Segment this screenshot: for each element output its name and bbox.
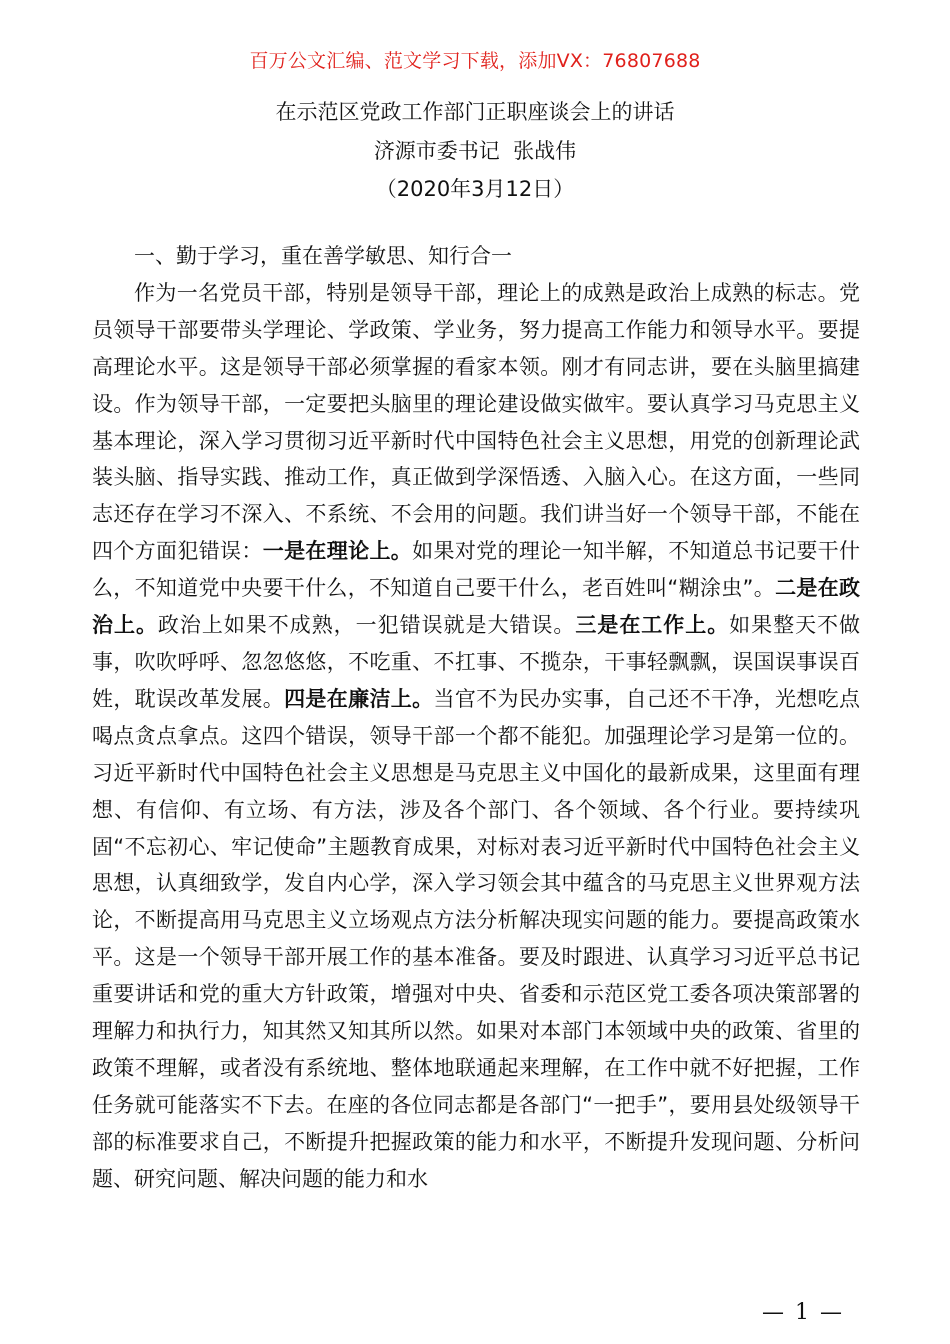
bold-point-4: 四是在廉洁上。 [284, 686, 434, 711]
document-author: 济源市委书记 张战伟 [373, 139, 577, 163]
bold-point-2: 二是在政治上。 [92, 576, 860, 638]
bold-point-1: 一是在理论上。 [262, 539, 413, 564]
paragraph-text: 政治上如果不成熟，一犯错误就是大错误。 [157, 613, 576, 638]
document-title: 在示范区党政工作部门正职座谈会上的讲话 [275, 100, 675, 124]
section-heading: 一、勤于学习，重在善学敏思、知行合一 [134, 244, 512, 268]
paragraph-text: 当官不为民办实事，自己还不干净，光想吃点喝点贪点拿点。这四个错误，领导干部一个都不能犯。加强理论学习是第一位的。习近平新时代中国特色社会主义思想是马克思主义中国化的最新成果，这里面有理想、有信仰、有立场、有方法，涉及各个部门、各个领域、各个行业。要持续巩固“不忘初心、牢记使命”主题教育成果，对标对表习近平新时代中国特色社会主义思想，认真细致学，发自内心学，深入学习领会其中蕴含的马克思主义世界观方法论，不断提高用马克思主义立场观点方法分析解决现实问题的能力。要提高政策水平。这是一个领导干部开展工作的基本准备。要及时跟进、认真学习习近平总书记重要讲话和党的重大方针政策，增强对中央、省委和示范区党工委各项决策部署的理解力和执行力，知其然又知其所以然。如果对本部门本领域中央的政策、省里的政策不理解，或者没有系统地、整体地联通起来理解，在工作中就不好把握，工作任务就可能落实不下去。在座的各位同志都是各部门“一把手”，要用县处级领导干部的标准要求自己，不断提升把握政策的能力和水平，不断提升发现问题、分析问题、研究问题、解决问题的能力和水 [92, 686, 861, 1191]
paragraph-text: 如果对党的理论一知半解，不知道总书记要干什么，不知道党中央要干什么，不知道自己要干什么，老百姓叫“糊涂虫”。 [92, 539, 861, 601]
paragraph-text: 作为一名党员干部，特别是领导干部，理论上的成熟是政治上成熟的标志。党员领导干部要带头学理论、学政策、学业务，努力提高工作能力和领导水平。要提高理论水平。这是领导干部必须掌握的看家本领。刚才有同志讲，要在头脑里搞建设。作为领导干部，一定要把头脑里的理论建设做实做牢。要认真学习马克思主义基本理论，深入学习贯彻习近平新时代中国特色社会主义思想，用党的创新理论武装头脑、指导实践、推动工作，真正做到学深悟透、入脑入心。在这方面，一些同志还存在学习不深入、不系统、不会用的问题。我们讲当好一个领导干部，不能在四个方面犯错误： [92, 280, 860, 564]
page-number: — 1 — [762, 1300, 844, 1325]
paragraph-text: 如果整天不做事，吹吹呼呼、忽忽悠悠，不吃重、不扛事、不揽杂，干事轻飘飘，误国误事误百姓，耽误改革发展。 [92, 613, 861, 711]
body-paragraph [92, 275, 860, 1198]
watermark-banner: 百万公文汇编、范文学习下载，添加VX：76807688 [249, 50, 701, 72]
document-body [92, 238, 860, 1198]
document-date: （2020年3月12日） [375, 177, 575, 201]
bold-point-3: 三是在工作上。 [575, 613, 730, 638]
